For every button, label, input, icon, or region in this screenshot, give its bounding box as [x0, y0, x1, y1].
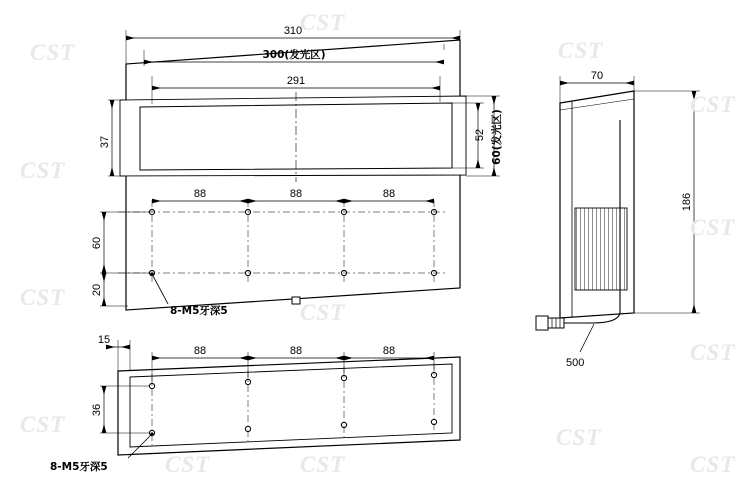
dim-186	[634, 91, 700, 313]
dim-300-label: 300(发光区)	[262, 49, 326, 61]
dim-291-label: 291	[286, 75, 306, 87]
dim-310-label: 310	[283, 25, 303, 37]
dim-pitch3-label: 88	[382, 188, 396, 200]
watermark: CST	[690, 215, 736, 240]
watermark: CST	[20, 412, 66, 437]
dim-pitch1-label: 88	[193, 188, 207, 200]
watermark: CST	[300, 452, 346, 477]
dim-37-label: 37	[99, 135, 111, 149]
dim-15-label: 15	[97, 334, 111, 346]
dim-52-label: 52	[474, 128, 486, 142]
dim-60-emitting-label: 60(发光区)	[491, 109, 503, 165]
dim-top-pitch2-label: 88	[289, 345, 303, 357]
watermark: CST	[30, 40, 76, 65]
dim-pitch2-label: 88	[289, 188, 303, 200]
dim-36-label: 36	[91, 403, 103, 417]
front-view	[91, 25, 503, 317]
note-front-label: 8-M5牙深5	[170, 305, 228, 317]
dim-20	[91, 273, 128, 306]
side-view	[536, 70, 700, 369]
watermark: CST	[20, 285, 66, 310]
top-view	[50, 334, 460, 473]
dim-37	[99, 100, 122, 176]
watermark: CST	[300, 300, 346, 325]
dim-top-pitch1-label: 88	[193, 345, 207, 357]
dim-310	[126, 25, 460, 38]
dim-20-label: 20	[91, 283, 103, 297]
dim-70-label: 70	[590, 70, 604, 82]
watermark: CST	[165, 452, 211, 477]
dim-500	[566, 324, 594, 369]
note-top-label: 8-M5牙深5	[50, 461, 108, 473]
watermark: CST	[20, 158, 66, 183]
watermark: CST	[558, 38, 604, 63]
dim-186-label: 186	[681, 192, 693, 212]
watermark: CST	[300, 10, 346, 35]
dim-top-pitch3-label: 88	[382, 345, 396, 357]
dim-15	[98, 334, 130, 347]
watermark: CST	[556, 425, 602, 450]
watermark: CST	[690, 92, 736, 117]
dim-pitch-top	[152, 345, 434, 358]
dim-500-label: 500	[566, 357, 585, 369]
dim-pitch-front	[152, 188, 434, 201]
watermark: CST	[690, 452, 736, 477]
dim-60-rows-label: 60	[91, 236, 103, 250]
watermark: CST	[690, 340, 736, 365]
